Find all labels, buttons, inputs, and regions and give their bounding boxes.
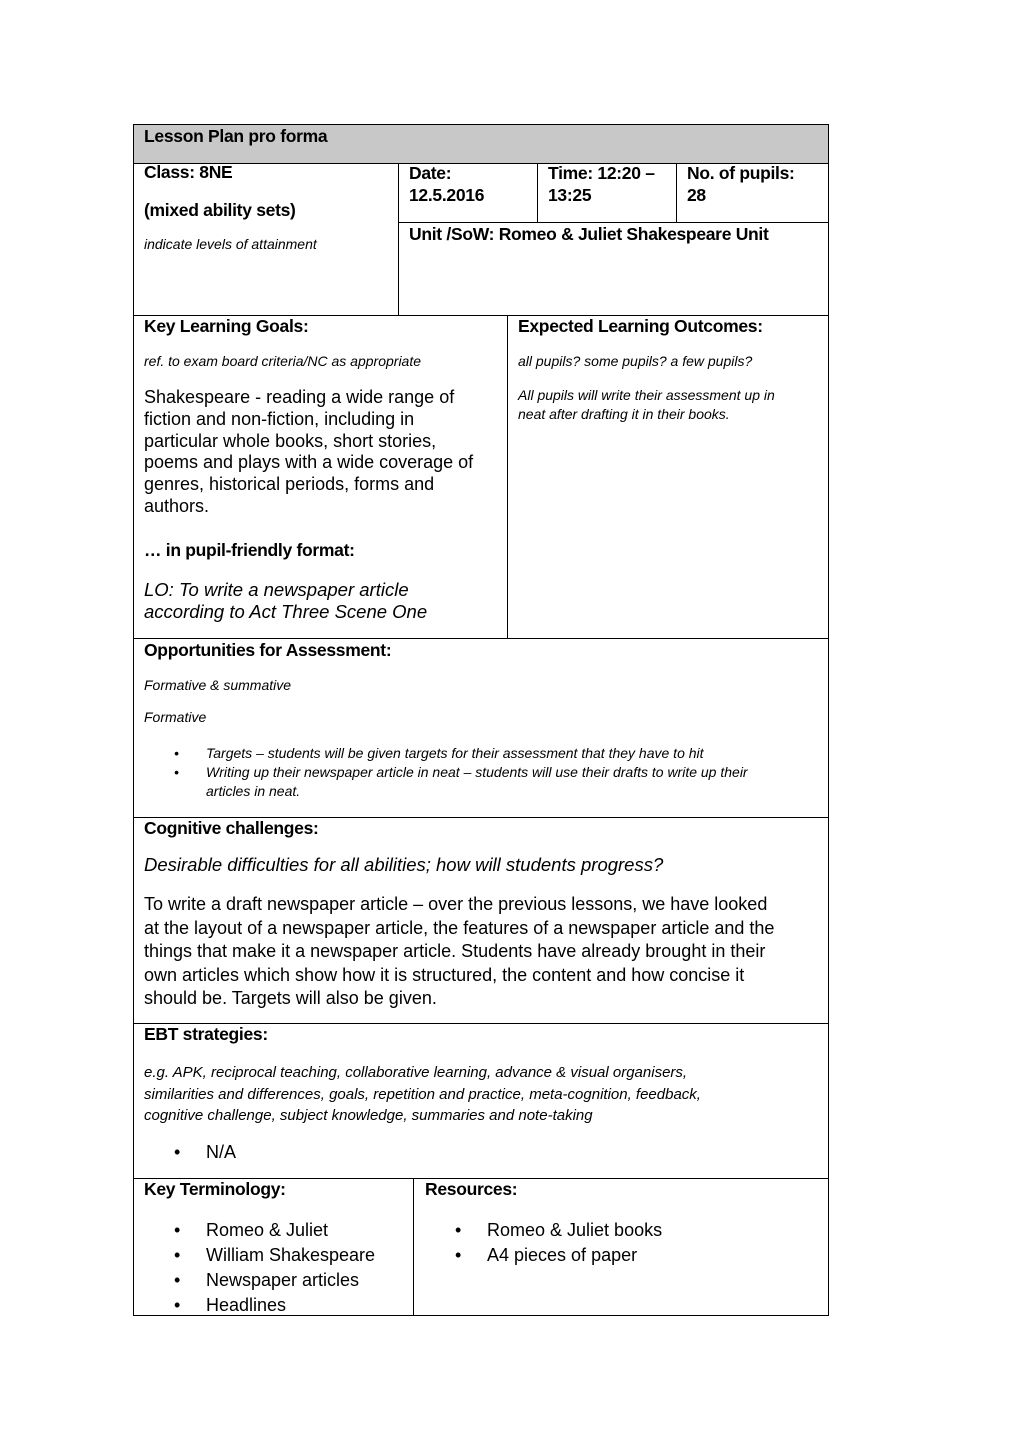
ebt-text	[144, 1062, 701, 1127]
cognitive-line: To write a draft newspaper article – over the previous lessons, we have looked	[144, 894, 768, 914]
list-item: • Writing up their newspaper article in neat – students will use their drafts to write up their articles in neat.	[134, 763, 748, 801]
outcomes-line: All pupils will write their assessment up in	[518, 387, 775, 403]
lo-line: according to Act Three Scene One	[144, 601, 428, 622]
cognitive-line: at the layout of a newspaper article, the features of a newspaper article and the	[144, 917, 775, 938]
list-item: • N/A	[134, 1141, 236, 1163]
pupils-label: No. of pupils:	[687, 163, 795, 183]
pupil-friendly-heading: … in pupil-friendly format:	[144, 540, 355, 560]
ebt-heading: EBT strategies:	[144, 1024, 268, 1044]
cognitive-text	[144, 893, 774, 1011]
cognitive-line: should be. Targets will also be given.	[144, 988, 437, 1008]
date-value: 12.5.2016	[409, 185, 485, 205]
class-subtitle: (mixed ability sets)	[144, 200, 296, 220]
divider	[537, 164, 538, 223]
cognitive-line: things that make it a newspaper article. Students have already brought in their	[144, 941, 766, 961]
goals-text	[144, 387, 473, 518]
outcomes-text	[518, 386, 775, 424]
learning-objective	[144, 579, 427, 623]
list-item: • Romeo & Juliet books	[415, 1218, 662, 1243]
list-item: • Newspaper articles	[134, 1268, 375, 1293]
assessment-list	[134, 744, 748, 801]
date-label: Date:	[409, 163, 452, 183]
unit-label: Unit /SoW: Romeo & Juliet Shakespeare Unit	[409, 224, 769, 244]
resources-heading: Resources:	[425, 1179, 518, 1199]
ebt-line: cognitive challenge, subject knowledge, summaries and note-taking	[144, 1107, 593, 1124]
list-item: • Headlines	[134, 1293, 375, 1318]
assessment-sub2: Formative	[144, 709, 207, 725]
lesson-plan-table	[133, 124, 829, 1316]
pupils-value: 28	[687, 185, 706, 205]
goals-heading: Key Learning Goals:	[144, 316, 309, 336]
terminology-list	[134, 1218, 375, 1318]
cognitive-subtitle: Desirable difficulties for all abilities; how will students progress?	[144, 854, 664, 875]
time-value: 13:25	[548, 185, 592, 205]
list-item: • A4 pieces of paper	[415, 1243, 662, 1268]
outcomes-line: neat after drafting it in their books.	[518, 406, 730, 422]
assessment-heading: Opportunities for Assessment:	[144, 640, 392, 660]
resources-list	[415, 1218, 662, 1268]
goals-line: authors.	[144, 495, 210, 516]
terminology-heading: Key Terminology:	[144, 1179, 286, 1199]
ebt-list	[134, 1141, 236, 1163]
goals-line: genres, historical periods, forms and	[144, 474, 435, 495]
cognitive-line: own articles which show how it is structured, the content and how concise it	[144, 964, 745, 985]
list-item: • Romeo & Juliet	[134, 1218, 375, 1243]
assessment-sub1: Formative & summative	[144, 677, 292, 693]
lo-line: LO: To write a newspaper article	[144, 579, 409, 600]
time-label: Time: 12:20 –	[548, 163, 655, 183]
class-label: Class: 8NE	[144, 162, 233, 182]
goals-line: fiction and non-fiction, including in	[144, 408, 415, 429]
list-item: • William Shakespeare	[134, 1243, 375, 1268]
class-hint: indicate levels of attainment	[144, 236, 317, 252]
divider	[676, 164, 677, 223]
outcomes-heading: Expected Learning Outcomes:	[518, 316, 763, 336]
page-title: Lesson Plan pro forma	[144, 126, 328, 146]
ebt-line: similarities and differences, goals, repetition and practice, meta-cognition, feedback,	[144, 1085, 701, 1103]
goals-hint: ref. to exam board criteria/NC as appropriate	[144, 353, 422, 369]
list-item: • Targets – students will be given targets for their assessment that they have to hit	[134, 744, 748, 763]
goals-line: poems and plays with a wide coverage of	[144, 452, 474, 473]
goals-line: particular whole books, short stories,	[144, 430, 437, 451]
divider	[507, 315, 508, 639]
goals-line: Shakespeare - reading a wide range of	[144, 387, 455, 407]
outcomes-hint: all pupils? some pupils? a few pupils?	[518, 353, 753, 369]
divider	[398, 164, 399, 316]
cognitive-heading: Cognitive challenges:	[144, 818, 319, 838]
ebt-line: e.g. APK, reciprocal teaching, collaborative learning, advance & visual organisers,	[144, 1064, 688, 1081]
